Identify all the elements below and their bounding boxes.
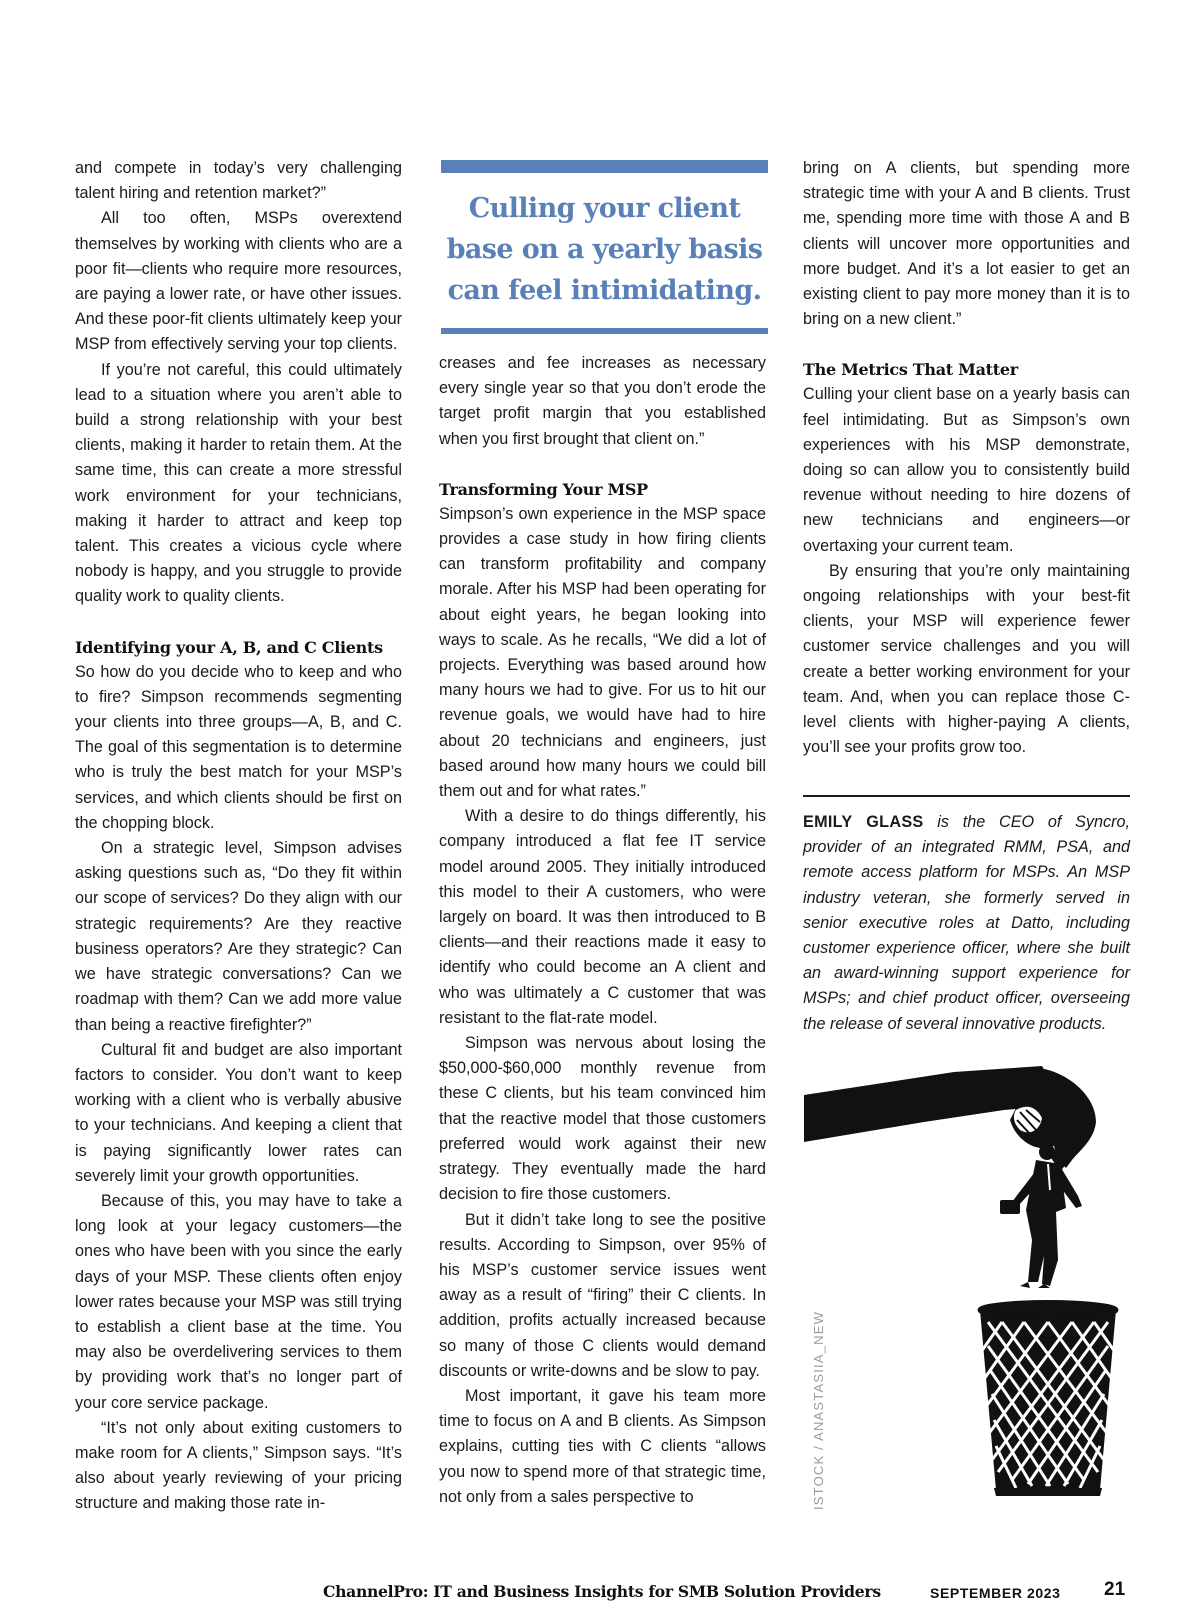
section-heading: The Metrics That Matter: [803, 360, 1018, 380]
footer-date: SEPTEMBER 2023: [930, 1585, 1061, 1601]
pull-quote-top-bar: [441, 160, 768, 173]
page-number: 21: [1104, 1579, 1126, 1600]
body-paragraph: Because of this, you may have to take a long look at your legacy customers—the ones who have been with you since the early days of your MSP. These clients often enjoy lower rates because your MSP was still trying to establish a client base at the time. You may also be overdelivering services to them by providing work that’s no longer part of your core service package.: [75, 1191, 402, 1412]
column-1: [75, 156, 402, 1517]
body-paragraph: creases and fee increases as necessary every single year so that you don’t erode the target profit margin that you established when you first brought that client on.”: [439, 354, 766, 448]
body-paragraph: By ensuring that you’re only maintaining ongoing relationships with your best-fit clients, your MSP will experience fewer customer service challenges and you will create a better working environment for your team. And, when you can replace those C-level clients with higher-paying A clients, you’ll see your profits grow too.: [803, 561, 1130, 757]
body-paragraph: “It’s not only about exiting customers to make room for A clients,” Simpson says. “It’s also about yearly reviewing of your pricing structure and making those rate in-: [75, 1418, 402, 1513]
author-bio: [803, 810, 1130, 1037]
body-paragraph: Simpson’s own experience in the MSP space provides a case study in how firing clients can transform profitability and company morale. After his MSP had been operating for about eight years, he began looking into ways to scale. As he recalls, “We did a lot of projects. Everything was based around how many hours we had to give. For us to hit our revenue goals, we would have had to hire about 20 technicians and engineers, just based around how many hours we could bill them out and for what rates.”: [439, 504, 766, 801]
body-paragraph: On a strategic level, Simpson advises asking questions such as, “Do they fit within our scope of services? Do they align with our strategic requirements? Are they reactive business operators? Are they strategic? Can we have strategic conversations? Can we roadmap with them? Can we add more value than being a reactive firefighter?”: [75, 839, 402, 1034]
pull-quote: [441, 160, 768, 334]
pull-quote-bottom-bar: [441, 328, 768, 334]
body-paragraph: and compete in today’s very challenging talent hiring and retention market?”: [75, 159, 402, 203]
body-paragraph: All too often, MSPs overextend themselves by working with clients who are a poor fit—clients who require more resources, are paying a lower rate, or have other issues. And these poor-fit clients ultimately keep your MSP from effectively serving your top clients.: [75, 209, 402, 354]
pull-quote-text: Culling your client base on a yearly basis can feel intimidating.: [446, 193, 763, 306]
author-bio-text: is the CEO of Syncro, provider of an integrated RMM, PSA, and remote access platform for MSPs. An MSP industry veteran, she formerly served in senior executive roles at Datto, including customer experience officer, where she built an award-winning support experience for MSPs; and chief product officer, overseeing the release of several innovative products.: [803, 813, 1130, 1033]
arm-sleeve: [804, 1066, 1050, 1142]
body-paragraph: bring on A clients, but spending more strategic time with your A and B clients. Trust me, spending more time with those A and B clients will uncover more opportunities and more budget. And it’s a lot easier to get an existing client to pay more money than it is to bring on a new client.”: [803, 159, 1130, 329]
bio-divider: [803, 795, 1130, 797]
businessman: [1000, 1144, 1082, 1288]
column-2: [439, 351, 766, 1510]
body-paragraph: Most important, it gave his team more time to focus on A and B clients. As Simpson explains, cutting ties with C clients “allows you now to spend more of that strategic time, not only from a sales perspective to: [439, 1386, 766, 1506]
photo-credit: ISTOCK / ANASTASIIA_NEW: [811, 1310, 826, 1510]
section-heading: Identifying your A, B, and C Clients: [75, 637, 383, 657]
column-3: [803, 156, 1130, 760]
body-paragraph: Simpson was nervous about losing the $50,000-$60,000 monthly revenue from these C clients, but his team convinced him that the reactive model that those customers preferred would work against their new strategy. They eventually made the hard decision to fire those customers.: [439, 1034, 766, 1204]
section-heading: Transforming Your MSP: [439, 479, 648, 499]
businessman-trash-illustration: [804, 1060, 1134, 1500]
author-name: EMILY GLASS: [803, 813, 924, 831]
wastebasket: [980, 1300, 1116, 1496]
footer-publication: ChannelPro: IT and Business Insights for SMB Solution Providers: [323, 1582, 881, 1601]
body-paragraph: But it didn’t take long to see the positive results. According to Simpson, over 95% of his MSP’s customer service issues went away as a result of “firing” their C clients. In addition, profits actually increased because so many of those C clients would demand discounts or write-downs and be slow to pay.: [439, 1210, 766, 1380]
body-paragraph: If you’re not careful, this could ultimately lead to a situation where you aren’t able to build a strong relationship with your best clients, making it harder to retain them. At the same time, this can create a more stressful work environment for your technicians, making it harder to attract and keep top talent. This creates a vicious cycle where nobody is happy, and you struggle to provide quality work to quality clients.: [75, 360, 402, 606]
body-paragraph: Culling your client base on a yearly basis can feel intimidating. But as Simpson’s own experiences with his MSP demonstrate, doing so can allow you to consistently build revenue without needing to hire dozens of new technicians and engineers—or overtaxing your current team.: [803, 385, 1130, 555]
body-paragraph: So how do you decide who to keep and who to fire? Simpson recommends segmenting your clients into three groups—A, B, and C. The goal of this segmentation is to determine who is truly the best match for your MSP’s services, and which clients should be first on the chopping block.: [75, 662, 402, 832]
body-paragraph: Cultural fit and budget are also important factors to consider. You don’t want to keep working with a client who is verbally abusive to your technicians. And keeping a client that is paying significantly lower rates can severely limit your growth opportunities.: [75, 1040, 402, 1185]
body-paragraph: With a desire to do things differently, his company introduced a flat fee IT service model around 2005. They initially introduced this model to their A customers, who were largely on board. It was then introduced to B clients—and their reactions made it easy to identify who could become an A client and who was ultimately a C customer that was resistant to the flat-rate model.: [439, 807, 766, 1027]
